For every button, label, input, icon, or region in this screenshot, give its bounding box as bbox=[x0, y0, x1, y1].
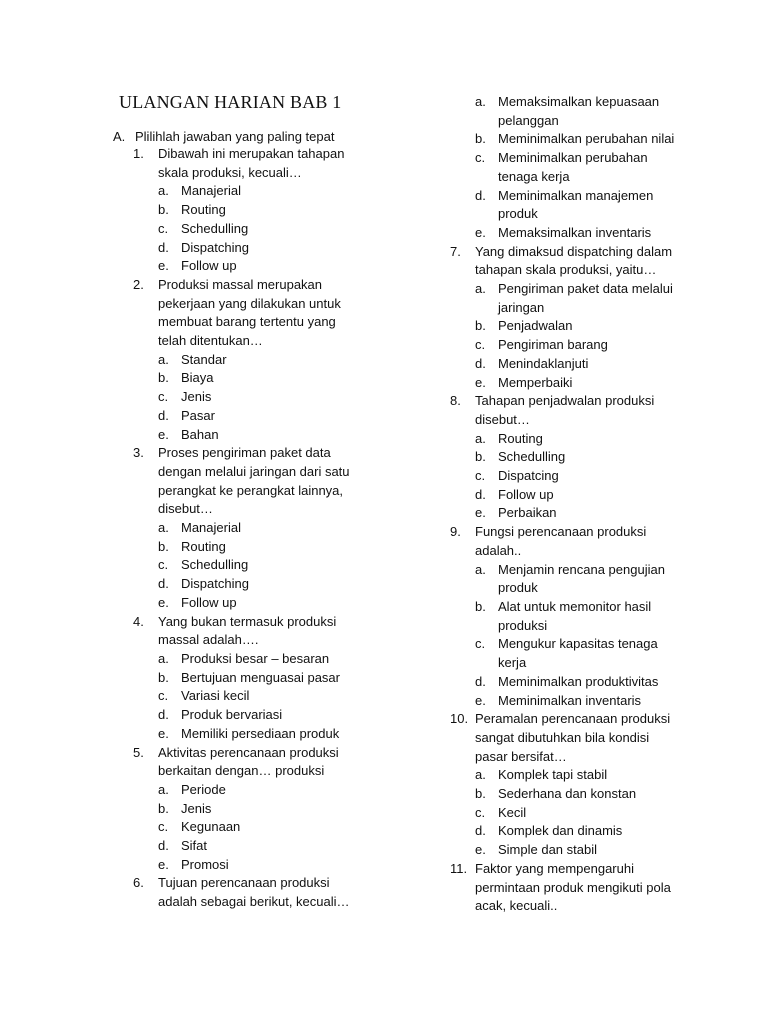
section-letter: A. bbox=[113, 129, 126, 144]
question-number: 3. bbox=[133, 445, 144, 461]
option-letter: a. bbox=[475, 94, 486, 109]
page-title: ULANGAN HARIAN BAB 1 bbox=[119, 92, 342, 112]
question-line: acak, kecuali.. bbox=[475, 898, 558, 914]
option-letter: e. bbox=[475, 692, 486, 708]
question-item bbox=[133, 744, 363, 875]
right-column bbox=[450, 93, 700, 916]
question-text bbox=[133, 874, 363, 911]
option-letter: b. bbox=[158, 538, 169, 554]
section-heading bbox=[113, 127, 334, 146]
question-line: adalah.. bbox=[475, 542, 522, 558]
answer-option bbox=[450, 467, 700, 486]
question-line: Yang bukan termasuk produksi bbox=[158, 613, 337, 629]
option-text: Mengukur kapasitas tenaga bbox=[498, 636, 658, 652]
question-line: disebut… bbox=[475, 411, 530, 427]
option-letter: d. bbox=[158, 838, 169, 854]
question-line: massal adalah…. bbox=[158, 632, 259, 648]
question-line: pekerjaan yang dilakukan untuk bbox=[158, 295, 341, 311]
option-text: Follow up bbox=[181, 258, 237, 274]
left-column bbox=[133, 145, 363, 912]
option-text: Penjadwalan bbox=[498, 318, 573, 334]
option-letter: b. bbox=[158, 669, 169, 685]
question-line: pasar bersifat… bbox=[475, 748, 567, 764]
option-text: Promosi bbox=[181, 856, 229, 872]
answer-option bbox=[133, 257, 363, 276]
question-line: Fungsi perencanaan produksi bbox=[475, 524, 647, 540]
option-text: Produk bervariasi bbox=[181, 707, 283, 723]
option-text: Kegunaan bbox=[181, 819, 241, 835]
option-text: Memaksimalkan inventaris bbox=[498, 224, 652, 240]
question-line: membuat barang tertentu yang bbox=[158, 314, 336, 330]
option-letter: c. bbox=[158, 220, 169, 236]
option-text: Manajerial bbox=[181, 183, 241, 199]
option-text: produk bbox=[498, 206, 538, 222]
question-text bbox=[450, 243, 700, 280]
option-text: Schedulling bbox=[181, 220, 249, 236]
question-text bbox=[450, 392, 700, 429]
question-line: Dibawah ini merupakan tahapan bbox=[158, 146, 345, 161]
option-letter: b. bbox=[158, 800, 169, 816]
question-text bbox=[450, 860, 700, 916]
option-letter: d. bbox=[158, 707, 169, 723]
option-text: Routing bbox=[498, 430, 543, 446]
question-number: 6. bbox=[133, 875, 144, 891]
option-text: Meminimalkan inventaris bbox=[498, 692, 642, 708]
question-line: Faktor yang mempengaruhi bbox=[475, 860, 634, 876]
section-instruction: Plilihlah jawaban yang paling tepat bbox=[135, 129, 335, 144]
answer-option bbox=[133, 706, 363, 725]
option-letter: c. bbox=[475, 150, 486, 166]
option-text: Sifat bbox=[181, 838, 208, 854]
question-number: 8. bbox=[450, 393, 461, 409]
option-text: pelanggan bbox=[498, 112, 559, 128]
option-text: Routing bbox=[181, 538, 226, 554]
question-line: Peramalan perencanaan produksi bbox=[475, 711, 671, 727]
option-letter: e. bbox=[475, 224, 486, 240]
answer-option bbox=[133, 388, 363, 407]
answer-option bbox=[133, 837, 363, 856]
option-letter: d. bbox=[475, 187, 486, 203]
question-line: telah ditentukan… bbox=[158, 333, 263, 349]
option-text: Meminimalkan perubahan bbox=[498, 150, 648, 166]
option-letter: c. bbox=[475, 804, 486, 820]
option-letter: a. bbox=[158, 183, 169, 199]
option-text: Memaksimalkan kepuasaan bbox=[498, 94, 660, 109]
question-item bbox=[133, 276, 363, 444]
answer-option bbox=[450, 504, 700, 523]
answer-option bbox=[133, 556, 363, 575]
question-line: tahapan skala produksi, yaitu… bbox=[475, 262, 657, 278]
question-text bbox=[133, 276, 363, 351]
option-text: Dispatcing bbox=[498, 468, 559, 484]
question-line: berkaitan dengan… produksi bbox=[158, 763, 325, 779]
option-text: Biaya bbox=[181, 370, 214, 386]
option-text: Manajerial bbox=[181, 520, 241, 536]
option-letter: a. bbox=[475, 561, 486, 577]
option-text: Standar bbox=[181, 351, 227, 367]
option-letter: c. bbox=[158, 389, 169, 405]
question-text bbox=[133, 613, 363, 650]
option-letter: e. bbox=[158, 725, 169, 741]
answer-option bbox=[450, 430, 700, 449]
answer-option bbox=[133, 426, 363, 445]
answer-option bbox=[133, 538, 363, 557]
option-text: Periode bbox=[181, 781, 226, 797]
question-number: 4. bbox=[133, 613, 144, 629]
question-line: Aktivitas perencanaan produksi bbox=[158, 744, 339, 760]
option-letter: d. bbox=[475, 823, 486, 839]
question-item bbox=[450, 860, 700, 916]
answer-option bbox=[133, 351, 363, 370]
option-letter: e. bbox=[475, 842, 486, 858]
answer-option bbox=[133, 725, 363, 744]
option-text: Komplek dan dinamis bbox=[498, 823, 623, 839]
answer-option bbox=[133, 239, 363, 258]
answer-option bbox=[450, 692, 700, 711]
option-letter: c. bbox=[475, 636, 486, 652]
answer-option bbox=[133, 594, 363, 613]
answer-option bbox=[133, 220, 363, 239]
option-letter: a. bbox=[158, 520, 169, 536]
option-letter: d. bbox=[475, 673, 486, 689]
option-letter: e. bbox=[158, 426, 169, 442]
answer-option bbox=[133, 818, 363, 837]
answer-option bbox=[133, 182, 363, 201]
option-letter: b. bbox=[475, 131, 486, 147]
option-text: Pengiriman barang bbox=[498, 337, 608, 353]
option-text: Meminimalkan produktivitas bbox=[498, 673, 659, 689]
answer-option bbox=[450, 355, 700, 374]
option-letter: a. bbox=[158, 351, 169, 367]
answer-option bbox=[450, 374, 700, 393]
answer-option bbox=[450, 486, 700, 505]
question-number: 9. bbox=[450, 524, 461, 540]
answer-option bbox=[133, 650, 363, 669]
option-letter: b. bbox=[475, 786, 486, 802]
option-letter: a. bbox=[475, 430, 486, 446]
question-line: perangkat ke perangkat lainnya, bbox=[158, 482, 344, 498]
option-letter: b. bbox=[158, 202, 169, 218]
question-text bbox=[450, 523, 700, 560]
question-number: 10. bbox=[450, 711, 469, 727]
answer-option bbox=[133, 669, 363, 688]
option-letter: a. bbox=[158, 650, 169, 666]
answer-option bbox=[133, 519, 363, 538]
answer-option bbox=[133, 201, 363, 220]
question-text bbox=[133, 744, 363, 781]
option-letter: e. bbox=[475, 374, 486, 390]
answer-option bbox=[450, 93, 700, 130]
option-text: jaringan bbox=[498, 299, 545, 315]
answer-option bbox=[133, 407, 363, 426]
option-text: Meminimalkan manajemen bbox=[498, 187, 654, 203]
question-item bbox=[133, 613, 363, 744]
answer-option bbox=[450, 280, 700, 317]
answer-option bbox=[450, 561, 700, 598]
option-letter: d. bbox=[475, 486, 486, 502]
answer-option bbox=[450, 635, 700, 672]
answer-option bbox=[450, 130, 700, 149]
question-number: 1. bbox=[133, 146, 144, 161]
answer-option bbox=[450, 317, 700, 336]
answer-option bbox=[450, 187, 700, 224]
question-number: 7. bbox=[450, 243, 461, 259]
option-text: produksi bbox=[498, 617, 548, 633]
option-text: Follow up bbox=[498, 486, 554, 502]
option-letter: d. bbox=[158, 407, 169, 423]
question-line: adalah sebagai berikut, kecuali… bbox=[158, 894, 350, 910]
option-text: Variasi kecil bbox=[181, 688, 250, 704]
question-line: skala produksi, kecuali… bbox=[158, 164, 302, 180]
answer-option bbox=[450, 841, 700, 860]
question-line: Produksi massal merupakan bbox=[158, 276, 323, 292]
answer-option bbox=[450, 336, 700, 355]
question-line: sangat dibutuhkan bila kondisi bbox=[475, 729, 650, 745]
option-text: Memiliki persediaan produk bbox=[181, 725, 340, 741]
question-line: Tujuan perencanaan produksi bbox=[158, 875, 330, 891]
question-item bbox=[133, 874, 363, 911]
option-text: Schedulling bbox=[181, 557, 249, 573]
option-text: kerja bbox=[498, 655, 527, 671]
answer-option bbox=[450, 822, 700, 841]
option-letter: c. bbox=[158, 819, 169, 835]
option-text: Routing bbox=[181, 202, 226, 218]
question-text bbox=[450, 710, 700, 766]
option-text: Alat untuk memonitor hasil bbox=[498, 598, 652, 614]
option-letter: b. bbox=[475, 318, 486, 334]
option-letter: e. bbox=[475, 505, 486, 521]
option-text: Produksi besar – besaran bbox=[181, 650, 330, 666]
option-letter: d. bbox=[475, 355, 486, 371]
question-number: 11. bbox=[450, 860, 468, 876]
option-letter: e. bbox=[158, 856, 169, 872]
option-letter: c. bbox=[158, 688, 169, 704]
option-text: Pasar bbox=[181, 407, 215, 423]
option-text: Follow up bbox=[181, 594, 237, 610]
question-line: Tahapan penjadwalan produksi bbox=[475, 393, 655, 409]
answer-option bbox=[133, 781, 363, 800]
answer-option bbox=[450, 766, 700, 785]
option-letter: b. bbox=[475, 598, 486, 614]
question-item bbox=[450, 523, 700, 710]
option-letter: d. bbox=[158, 576, 169, 592]
question-line: dengan melalui jaringan dari satu bbox=[158, 463, 350, 479]
question-line: Proses pengiriman paket data bbox=[158, 445, 331, 461]
question-text bbox=[133, 444, 363, 519]
question-text bbox=[133, 145, 363, 182]
option-letter: a. bbox=[158, 781, 169, 797]
option-letter: b. bbox=[158, 370, 169, 386]
question-item bbox=[450, 243, 700, 393]
option-text: Dispatching bbox=[181, 576, 249, 592]
option-letter: e. bbox=[158, 594, 169, 610]
option-text: Bertujuan menguasai pasar bbox=[181, 669, 340, 685]
answer-option bbox=[133, 800, 363, 819]
answer-option bbox=[450, 149, 700, 186]
option-text: Kecil bbox=[498, 804, 527, 820]
option-letter: c. bbox=[475, 468, 486, 484]
option-text: Komplek tapi stabil bbox=[498, 767, 608, 783]
option-text: Menindaklanjuti bbox=[498, 355, 589, 371]
answer-option bbox=[450, 598, 700, 635]
option-text: Pengiriman paket data melalui bbox=[498, 281, 673, 297]
answer-option bbox=[450, 785, 700, 804]
answer-option bbox=[450, 448, 700, 467]
option-text: Bahan bbox=[181, 426, 219, 442]
question-item bbox=[133, 145, 363, 276]
option-text: Schedulling bbox=[498, 449, 566, 465]
question-item bbox=[450, 392, 700, 523]
question-item bbox=[450, 710, 700, 860]
answer-option bbox=[133, 856, 363, 875]
option-text: tenaga kerja bbox=[498, 168, 570, 184]
option-text: produk bbox=[498, 580, 538, 596]
option-letter: b. bbox=[475, 449, 486, 465]
option-letter: c. bbox=[475, 337, 486, 353]
option-text: Jenis bbox=[181, 800, 212, 816]
question-line: permintaan produk mengikuti pola bbox=[475, 879, 671, 895]
question-number: 2. bbox=[133, 276, 144, 292]
option-text: Meminimalkan perubahan nilai bbox=[498, 131, 675, 147]
option-text: Dispatching bbox=[181, 239, 249, 255]
question-number: 5. bbox=[133, 744, 144, 760]
question-item bbox=[133, 444, 363, 612]
option-text: Perbaikan bbox=[498, 505, 557, 521]
option-letter: a. bbox=[475, 281, 486, 297]
answer-option bbox=[133, 575, 363, 594]
question-line: Yang dimaksud dispatching dalam bbox=[475, 243, 673, 259]
option-letter: e. bbox=[158, 258, 169, 274]
option-text: Memperbaiki bbox=[498, 374, 573, 390]
option-text: Menjamin rencana pengujian bbox=[498, 561, 665, 577]
answer-option bbox=[450, 804, 700, 823]
answer-option bbox=[133, 369, 363, 388]
question-item bbox=[450, 93, 700, 243]
answer-option bbox=[450, 673, 700, 692]
answer-option bbox=[450, 224, 700, 243]
question-line: disebut… bbox=[158, 501, 213, 517]
answer-option bbox=[133, 687, 363, 706]
option-letter: a. bbox=[475, 767, 486, 783]
option-letter: d. bbox=[158, 239, 169, 255]
option-text: Sederhana dan konstan bbox=[498, 786, 637, 802]
option-text: Jenis bbox=[181, 389, 212, 405]
option-letter: c. bbox=[158, 557, 169, 573]
option-text: Simple dan stabil bbox=[498, 842, 597, 858]
